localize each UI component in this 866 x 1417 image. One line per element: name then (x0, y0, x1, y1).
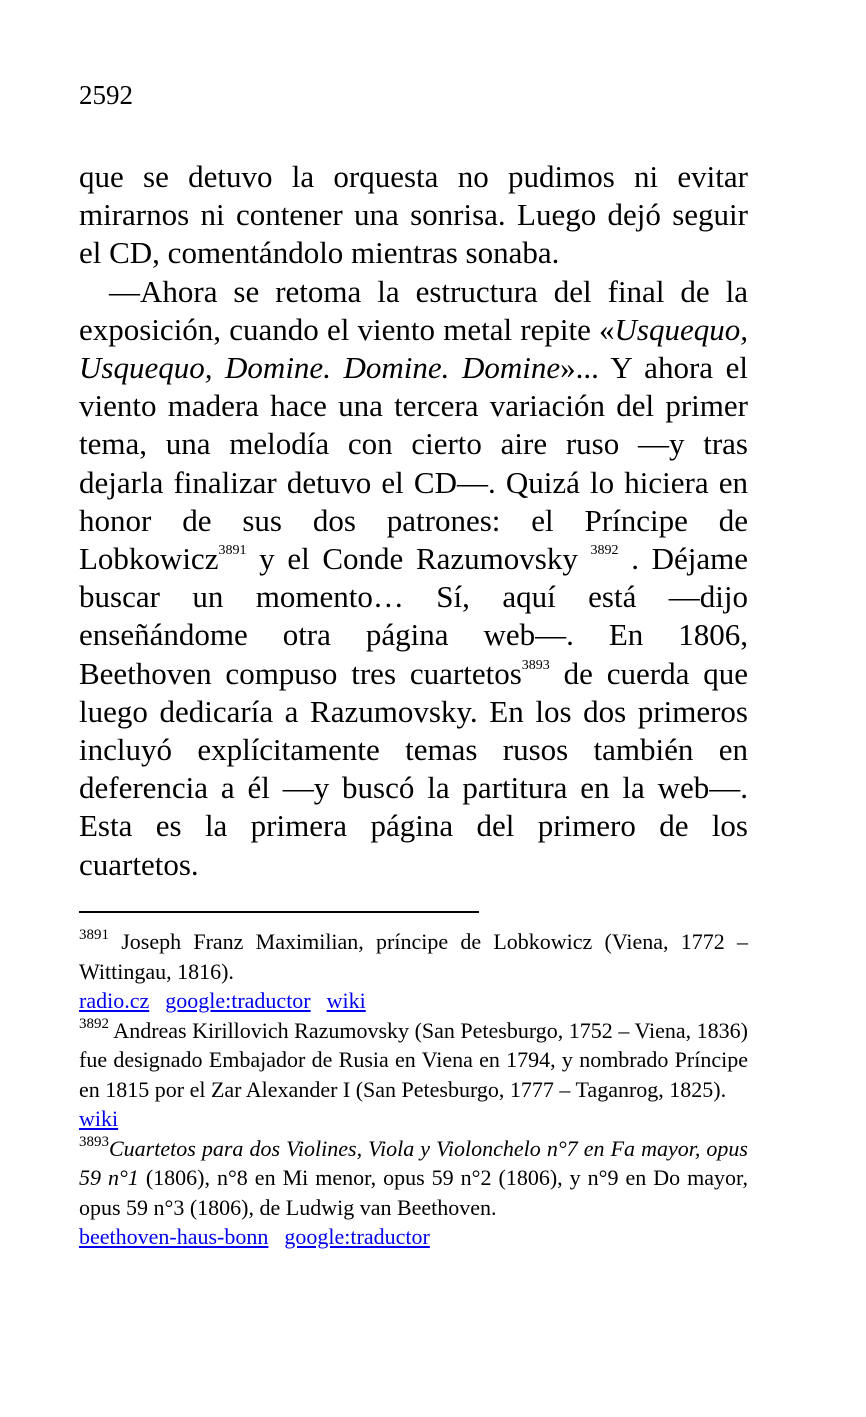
footnote-text: Andreas Kirillovich Razumovsky (San Petesburgo, 1752 – Viena, 1836) fue designado Embajador de Rusia en Viena en 1794, y nombrado Príncipe en 1815 por el Zar Alexander I (San Petesburgo, 1777 – Taganrog, 1825). (79, 1017, 748, 1102)
footnote-number: 3891 (79, 927, 109, 943)
footnote-3893 (79, 1134, 748, 1223)
main-text (79, 158, 748, 884)
footnote-3891-links (79, 986, 748, 1016)
link-wiki[interactable]: wiki (326, 988, 366, 1013)
footnote-italic-title: Cuartetos para dos Violines, Viola y Violonchelo n°7 en Fa mayor, opus 59 n°1 (79, 1135, 748, 1190)
paragraph-2-part-c: y el Conde Razumovsky (246, 541, 591, 577)
footnote-3891 (79, 927, 748, 986)
paragraph-2-part-d: . Déjame buscar un momento… Sí, aquí está —dijo enseñándome otra página web—. En 1806, Beethoven compuso tres cuartetos (79, 541, 748, 691)
paragraph-2-italic: Usquequo, Usquequo, Domine. Domine. Domine (79, 311, 748, 386)
link-radio-cz[interactable]: radio.cz (79, 988, 150, 1013)
footnote-ref-3891[interactable]: 3891 (218, 543, 247, 559)
paragraph-2-part-a: —Ahora se retoma la estructura del final de la exposición, cuando el viento metal repite « (79, 273, 748, 347)
link-google-traductor[interactable]: google:traductor (284, 1224, 430, 1249)
footnote-3892-links (79, 1104, 748, 1134)
page-number: 2592 (79, 80, 133, 110)
footnote-separator (79, 911, 479, 913)
paragraph-2-part-b: »... Y ahora el viento madera hace una tercera variación del primer tema, una melodía con cierto aire ruso —y tras dejarla finalizar detuvo el CD—. Quizá lo hiciera en honor de sus dos patrones: el Príncipe de Lobkowicz (79, 350, 748, 577)
footnote-text: Joseph Franz Maximilian, príncipe de Lobkowicz (Viena, 1772 – Wittingau, 1816). (79, 929, 748, 984)
link-wiki[interactable]: wiki (79, 1106, 119, 1131)
footnote-3893-links (79, 1222, 748, 1252)
footnote-text: (1806), n°8 en Mi menor, opus 59 n°2 (1806), y n°9 en Do mayor, opus 59 n°3 (1806), de Ludwig van Beethoven. (79, 1165, 748, 1220)
footnote-ref-3892[interactable]: 3892 (590, 543, 619, 559)
footnotes (79, 927, 748, 1252)
footnote-number: 3892 (79, 1015, 109, 1032)
footnote-3892 (79, 1016, 748, 1105)
paragraph-1: que se detuvo la orquesta no pudimos ni evitar mirarnos ni contener una sonrisa. Luego dejó seguir el CD, comentándolo mientras sonaba. (79, 159, 748, 271)
paragraph-2-part-e: de cuerda que luego dedicaría a Razumovsky. En los dos primeros incluyó explícitamente temas rusos también en deferencia a él —y buscó la partitura en la web—. Esta es la primera página del primero de los cuartetos. (79, 655, 748, 882)
link-beethoven-haus-bonn[interactable]: beethoven-haus-bonn (79, 1224, 269, 1249)
footnote-number: 3893 (79, 1133, 109, 1150)
paragraph-2 (79, 273, 748, 884)
footnote-ref-3893[interactable]: 3893 (521, 657, 550, 673)
link-google-traductor[interactable]: google:traductor (165, 988, 311, 1013)
